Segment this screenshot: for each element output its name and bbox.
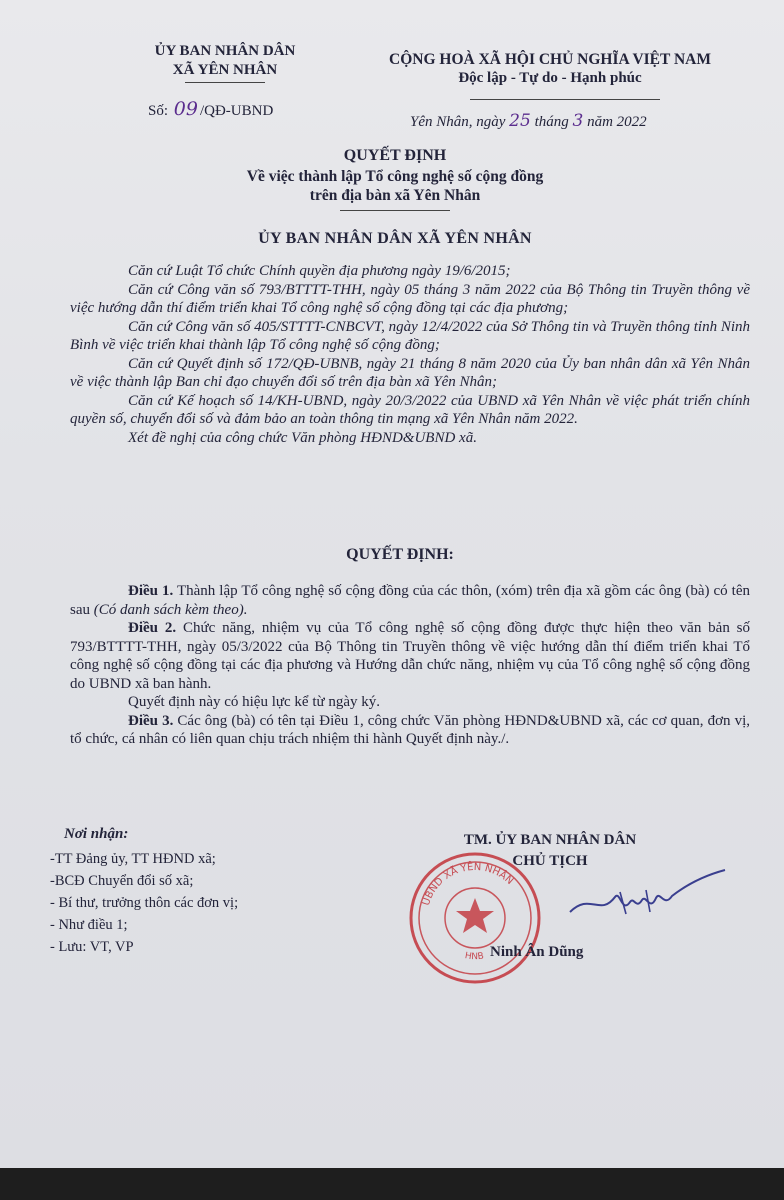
document-date	[410, 112, 647, 132]
subject-underline	[340, 210, 450, 211]
article-3-label: Điều 3.	[128, 712, 174, 729]
screen-bottom-bar	[0, 1168, 784, 1200]
signature-on-behalf: TM. ỦY BAN NHÂN DÂN	[463, 832, 637, 848]
preamble-item: Căn cứ Luật Tổ chức Chính quyền địa phương ngày 19/6/2015;	[128, 263, 511, 279]
article-3-text: Các ông (bà) có tên tại Điều 1, công chức Văn phòng HĐND&UBND xã, các cơ quan, đơn vị, tổ chức, cá nhân có liên quan chịu trách nhiệm thi hành Quyết định này./.	[70, 712, 751, 747]
subject-line2: trên địa bàn xã Yên Nhân	[309, 187, 481, 204]
authority-underline	[185, 82, 265, 83]
seal-text-top: UBND XÃ YÊN NHÂN	[420, 861, 516, 908]
handwritten-signature	[560, 862, 730, 942]
number-handwritten: 09	[173, 98, 198, 120]
recipient-item: - Lưu: VT, VP	[50, 939, 134, 955]
article-2	[70, 619, 750, 693]
document-number	[148, 100, 273, 121]
recipient-item: -BCĐ Chuyển đổi số xã;	[50, 873, 194, 889]
authority-name-line1: ỦY BAN NHÂN DÂN	[154, 43, 296, 59]
article-1-note: (Có danh sách kèm theo).	[93, 601, 248, 618]
recipient-item: -TT Đảng ủy, TT HĐND xã;	[50, 851, 216, 867]
article-2-label: Điều 2.	[128, 620, 177, 636]
date-month: 3	[572, 111, 584, 131]
subject-line1: Về việc thành lập Tổ công nghệ số cộng đồng	[246, 168, 544, 185]
article-3	[70, 712, 750, 749]
motto-underline	[470, 99, 660, 100]
date-mid: tháng	[534, 114, 569, 130]
article-1	[70, 582, 750, 619]
seal-text-bottom: HNB	[464, 951, 485, 963]
article-1-text: Thành lập Tổ công nghệ số cộng đồng của các thôn, (xóm) trên địa xã gồm các ông (bà) có tên sau	[70, 583, 750, 618]
preamble	[70, 262, 750, 447]
recipient-item: - Bí thư, trưởng thôn các đơn vị;	[50, 895, 239, 911]
recipients-heading: Nơi nhận:	[64, 826, 129, 842]
preamble-item: Căn cứ Quyết định số 172/QĐ-UBNB, ngày 21 tháng 8 năm 2020 của Ủy ban nhân dân xã Yên Nhân về việc thành lập Ban chỉ đạo chuyển đổi số trên địa bàn xã Yên Nhân;	[70, 355, 750, 390]
signature-position: CHỦ TỊCH	[512, 853, 588, 869]
date-day: 25	[509, 111, 531, 131]
preamble-item: Căn cứ Kế hoạch số 14/KH-UBND, ngày 20/3/2022 của UBND xã Yên Nhân về việc phát triển chính quyền số, chuyển đổi số và đảm bảo an toàn thông tin mạng xã Yên Nhân năm 2022.	[70, 392, 750, 427]
preamble-item: Căn cứ Công văn số 405/STTTT-CNBCVT, ngày 12/4/2022 của Sở Thông tin và Truyền thông tỉnh Ninh Bình về việc triển khai thành lập Tổ công nghệ số cộng đồng;	[70, 318, 750, 353]
signatory-name: Ninh Ân Dũng	[490, 944, 584, 960]
article-2-text: Chức năng, nhiệm vụ của Tổ công nghệ số cộng đồng được thực hiện theo văn bản số 793/BTTTT-THH, ngày 05/3/2022 của Bộ Thông tin Truyền thông về việc hướng dẫn thí điểm triển khai Tổ công nghệ số cộng đồng tại các địa phương và Hướng dẫn chức năng, nhiệm vụ của Tổ công nghệ số cộng đồng do UBND xã ban hành.	[70, 620, 751, 692]
document-type: QUYẾT ĐỊNH	[343, 147, 447, 164]
issuer-heading: ỦY BAN NHÂN DÂN XÃ YÊN NHÂN	[258, 230, 532, 247]
decision-heading: QUYẾT ĐỊNH:	[346, 546, 454, 563]
number-prefix: Số:	[148, 103, 169, 119]
effect-clause: Quyết định này có hiệu lực kể từ ngày ký.	[128, 694, 381, 710]
official-seal	[405, 848, 545, 988]
motto: Độc lập - Tự do - Hạnh phúc	[458, 70, 642, 86]
preamble-item: Xét đề nghị của công chức Văn phòng HĐND&UBND xã.	[128, 429, 477, 446]
date-prefix: Yên Nhân, ngày	[410, 114, 506, 130]
article-1-label: Điều 1.	[128, 583, 174, 599]
articles	[70, 582, 750, 749]
authority-name-line2: XÃ YÊN NHÂN	[172, 62, 278, 78]
recipient-item: - Như điều 1;	[50, 917, 128, 933]
recipients-list	[50, 848, 238, 958]
number-suffix: /QĐ-UBND	[199, 103, 274, 119]
country-name: CỘNG HOÀ XÃ HỘI CHỦ NGHĨA VIỆT NAM	[389, 51, 711, 68]
preamble-item: Căn cứ Công văn số 793/BTTTT-THH, ngày 05 tháng 3 năm 2022 của Bộ Thông tin Truyền thông về việc hướng dẫn thí điểm triển khai Tổ công nghệ số cộng đồng tại các địa phương;	[70, 281, 750, 316]
date-suffix: năm 2022	[587, 114, 647, 130]
